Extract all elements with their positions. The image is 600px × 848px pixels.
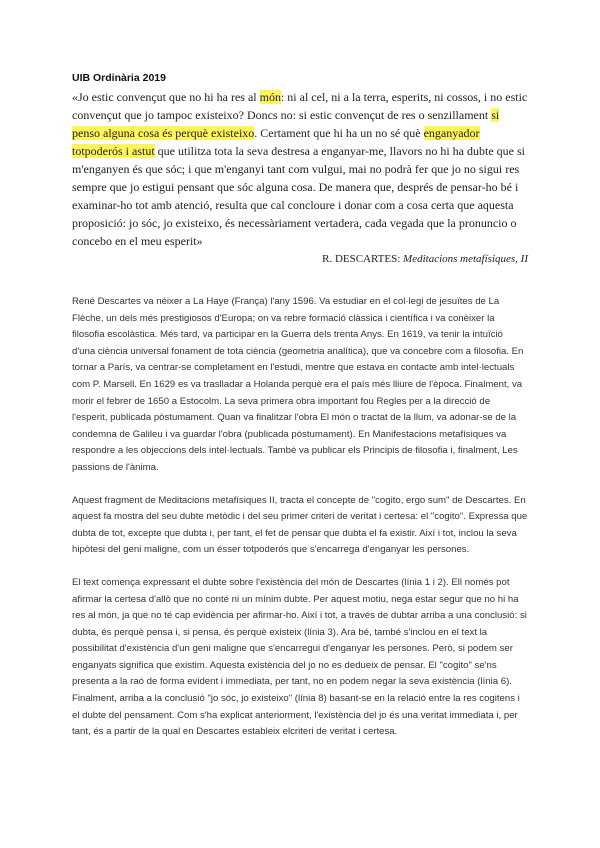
paragraph-summary: Aquest fragment de Meditacions metafísiques II, tracta el concepte de "cogito, ergo sum" de Descartes. En aquest fa mostra del seu dubte metòdic i del seu primer criteri de veritat i certesa: el "cogito". Expressa que dubta de tot, excepte que dubta i, per tant, el fet de pensar que dubta el fa existir. Així i tot, inclou la seva hipòtesi del geni maligne, com un ésser totpoderós que s'encarrega d'enganyar les persones. [72, 494, 528, 556]
highlighted-text: si penso alguna cosa és perquè existeixo [72, 108, 500, 140]
highlighted-text: món [259, 90, 281, 104]
paragraph-analysis: El text comença expressant el dubte sobre l'existència del món de Descartes (línia 1 i 2). Ell només pot afirmar la certesa d'allò que no conté ni un mínim dubte. Per aquest motiu, nega estar segur que no hi ha res al món, ja que no té cap evidència per afirmar-ho. Així i tot, a través de dubtar arriba a una conclusió: si dubta, és perquè pensa i, si pensa, és perquè existeix (línia 3). Ara bé, també s'inclou en el text la possibilitat d'existència d'un geni maligne que s'encarregui d'enganyar les persones. Però, si podem ser enganyats significa que existim. Aquesta existència del jo no es dedueix de pensar. El "cogito" se'ns presenta a la raó de forma evident i immediata, per tant, no en podem negar la seva existència (línia 6). Finalment, arriba a la conclusió "jo sóc, jo existeixo" (línia 8) basant-se en la relació entre la res cogitens i el dubte del pensament. Com s'ha explicat anteriorment, l'existència del jo és una veritat immediata i, per tant, és a partir de la qual en Descartes estableix elcriteri de veritat i certesa. [72, 576, 527, 738]
highlighted-text: enganyador totpoderós i astut [72, 126, 480, 158]
attribution-author: R. DESCARTES: [322, 253, 404, 265]
quote-text: que utilitza tota la seva destresa a enganyar-me, llavors no hi ha dubte que si m'enganyen és que sóc; i que m'enganyi tant com vulgui, mai no podrà fer que jo no sigui res sempre que jo estigui pensant que sóc alguna cosa. De manera que, després de pensar-ho bé i examinar-ho tot amb atenció, resulta que cal concloure i donar com a cosa certa que aquesta proposició: jo sóc, jo existeixo, és necessàriament vertadera, cada vegada que la pronuncio o concebo en el meu esperit» [72, 144, 525, 248]
quote-text: «Jo estic convençut que no hi ha res al [72, 90, 260, 104]
descartes-quote [72, 88, 528, 250]
attribution-work: Meditacions metafísiques, II [403, 253, 528, 265]
quote-text: : ni al cel, ni a la terra, esperits, ni cossos, i no estic convençut que jo tampoc existeixo? Doncs no: si estic convençut de res o senzillament [72, 90, 528, 122]
quote-attribution [72, 250, 528, 268]
paragraph-biography: René Descartes va néixer a La Haye (França) l'any 1596. Va estudiar en el col·legi de jesuïtes de La Flèche, un dels més prestigiosos d'Europa; on va rebre formació clàssica i científica i va conèixer la filosofia escolàstica. Més tard, va participar en la Guerra dels trenta Anys. En 1619, va tenir la intuïció d'una ciència universal fonament de tota ciència (geometria analítica), que va concebre com a filosofia. En tornar a París, va centrar-se completament en l'estudi, mentre que estava en contacte amb intel·lectuals com P. Marsell. En 1629 es va traslladar a Holanda perquè era el país més lliure de l'època. Finalment, va morir el febrer de 1650 a Estocolm. La seva primera obra important fou Regles per a la direcció de l'esperit, publicada pòstumament. Quan va finalitzar l'obra El món o tractat de la llum, va adonar-se de la condemna de Galileu i va guardar l'obra (publicada pòstumament). En Manifestacions metafísiques va respondre a les objeccions dels intel·lectuals. També va publicar els Principis de filosofia i, finalment, Les passions de l'ànima. [72, 296, 524, 473]
quote-text: . Certament que hi ha un no sé què [254, 126, 424, 140]
exam-heading: UIB Ordinària 2019 [72, 72, 166, 84]
